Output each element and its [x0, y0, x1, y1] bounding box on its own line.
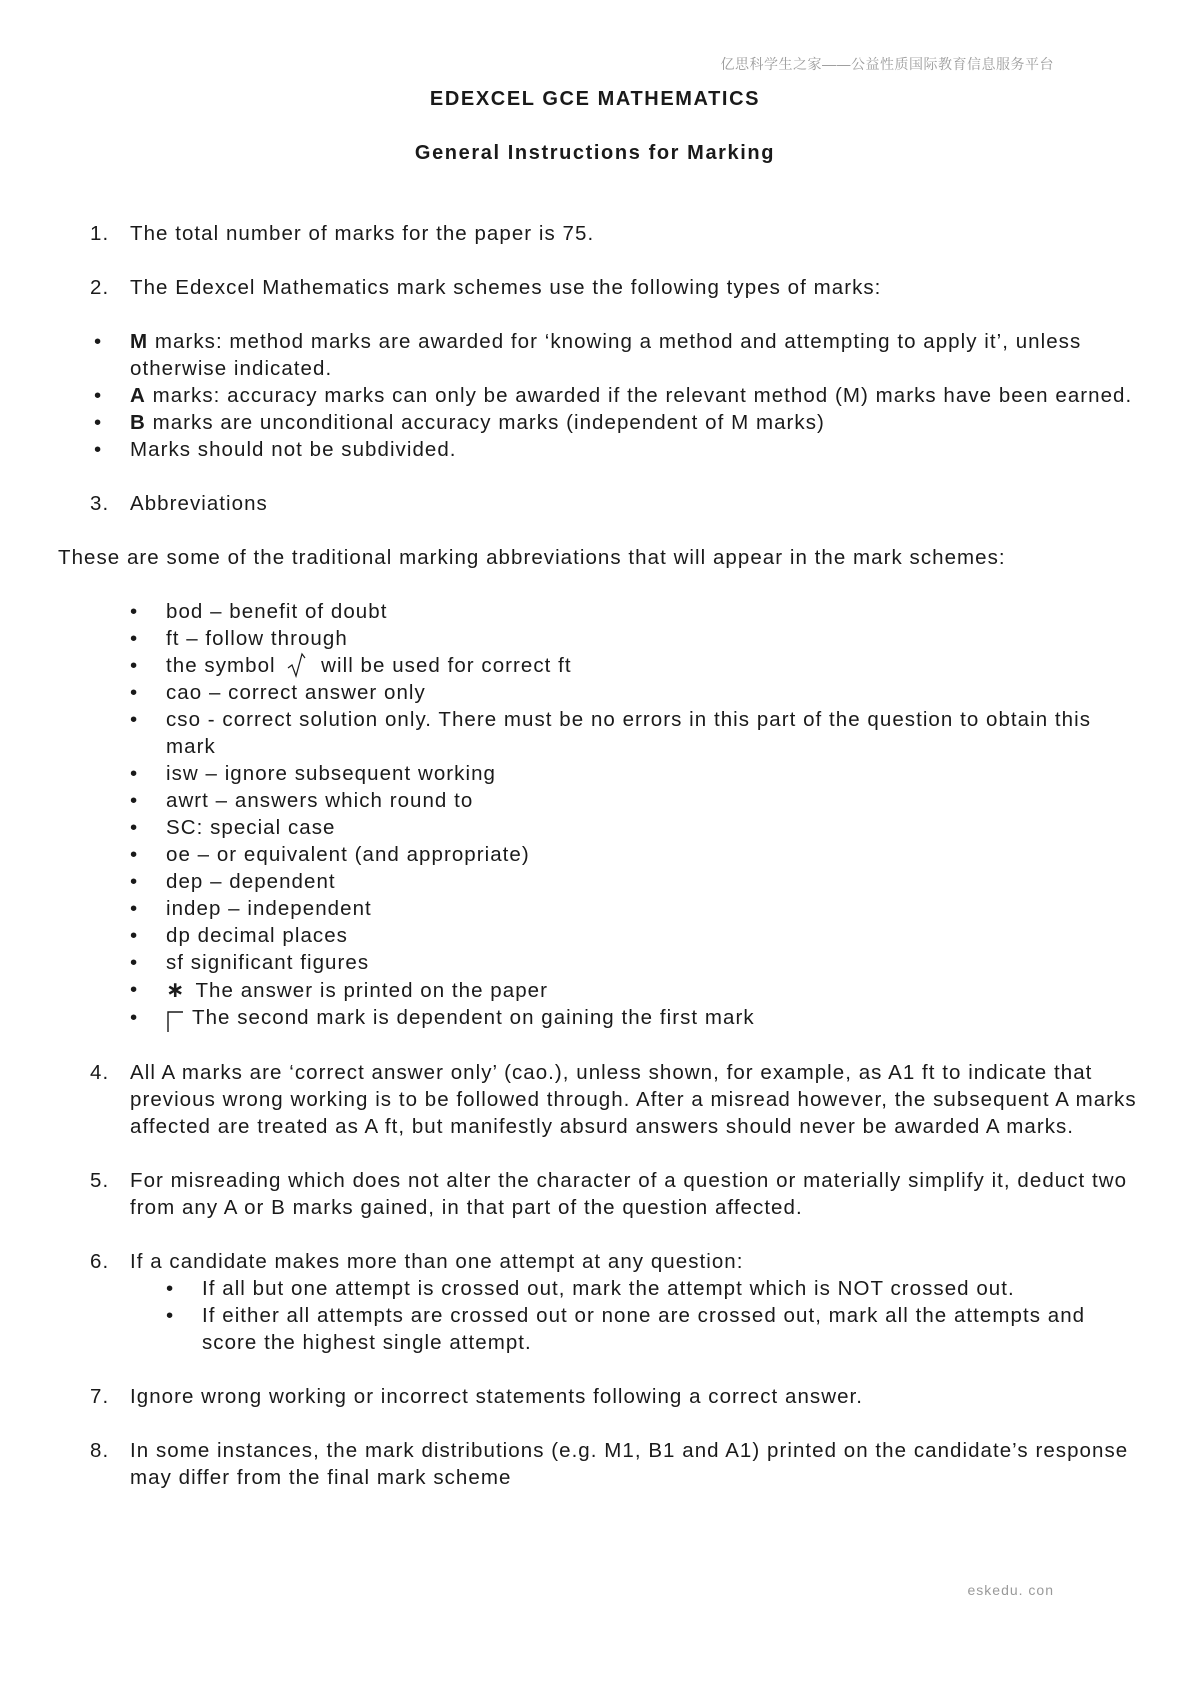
instruction-number: 7. [90, 1385, 110, 1408]
instruction-text: In some instances, the mark distributions (e.g. M1, B1 and A1) printed on the candidate’s response may differ from the final mark scheme [130, 1439, 1129, 1489]
page-subtitle: General Instructions for Marking [414, 142, 776, 164]
list-item: • isw – ignore subsequent working [58, 760, 1138, 787]
list-item: • awrt – answers which round to [58, 787, 1138, 814]
instruction-text: The total number of marks for the paper is 75. [130, 222, 595, 245]
list-item: • A marks: accuracy marks can only be awarded if the relevant method (M) marks have been earned. [58, 382, 1138, 409]
list-item: • M marks: method marks are awarded for ‘knowing a method and attempting to apply it’, unless otherwise indicated. [58, 328, 1138, 382]
list-item: • oe – or equivalent (and appropriate) [58, 841, 1138, 868]
instruction-number: 8. [90, 1439, 110, 1462]
abbreviations-intro: These are some of the traditional marking abbreviations that will appear in the mark schemes: [58, 546, 1006, 569]
instruction-4 [58, 1059, 1138, 1140]
dependency-bracket-icon [166, 1006, 184, 1032]
instruction-5 [58, 1167, 1138, 1221]
list-item: • dep – dependent [58, 868, 1138, 895]
list-item: • sf significant figures [58, 949, 1138, 976]
list-item: • Marks should not be subdivided. [58, 436, 1138, 463]
instruction-number: 6. [90, 1250, 110, 1273]
list-item: • dp decimal places [58, 922, 1138, 949]
instruction-3 [58, 490, 1138, 517]
instruction-number: 3. [90, 492, 110, 515]
instruction-number: 4. [90, 1061, 110, 1084]
list-item: • If all but one attempt is crossed out, mark the attempt which is NOT crossed out. [58, 1275, 1138, 1302]
abbreviations-list [58, 598, 1138, 1032]
watermark: 亿思科学生之家——公益性质国际教育信息服务平台 [720, 56, 1054, 72]
instruction-number: 5. [90, 1169, 110, 1192]
instruction-7 [58, 1383, 1138, 1410]
list-item: • If either all attempts are crossed out or none are crossed out, mark all the attempts and score the highest single attempt. [58, 1302, 1138, 1356]
attempts-list [58, 1275, 1138, 1356]
list-item: • the symbol will be used for correct ft [58, 652, 1138, 679]
instruction-text: Abbreviations [130, 492, 268, 515]
instruction-6 [58, 1248, 1138, 1275]
instruction-text: The Edexcel Mathematics mark schemes use the following types of marks: [130, 276, 882, 299]
list-item: • cao – correct answer only [58, 679, 1138, 706]
instruction-number: 2. [90, 276, 110, 299]
instructions-body [58, 220, 1138, 1518]
asterisk-icon: ∗ [166, 977, 186, 1002]
list-item: • bod – benefit of doubt [58, 598, 1138, 625]
page-title: EDEXCEL GCE MATHEMATICS [429, 88, 761, 110]
list-item: • SC: special case [58, 814, 1138, 841]
instruction-text: For misreading which does not alter the character of a question or materially simplify it, deduct two from any A or B marks gained, in that part of the question affected. [130, 1169, 1128, 1219]
instruction-text: Ignore wrong working or incorrect statements following a correct answer. [130, 1385, 864, 1408]
instruction-2 [58, 274, 1138, 301]
footer-url: eskedu. con [967, 1582, 1054, 1598]
instruction-text: If a candidate makes more than one attempt at any question: [130, 1250, 744, 1273]
list-item: • The second mark is dependent on gaining the first mark [58, 1004, 1138, 1032]
instruction-text: All A marks are ‘correct answer only’ (cao.), unless shown, for example, as A1 ft to indicate that previous wrong working is to be followed through. After a misread however, the subsequent A marks affected are treated as A ft, but manifestly absurd answers should never be awarded A marks. [130, 1061, 1137, 1138]
instruction-1 [58, 220, 1138, 247]
instruction-number: 1. [90, 222, 110, 245]
mark-types-list [58, 328, 1138, 463]
check-root-icon [286, 652, 308, 678]
list-item: • cso - correct solution only. There must be no errors in this part of the question to obtain this mark [58, 706, 1138, 760]
list-item: • ft – follow through [58, 625, 1138, 652]
list-item: • ∗ The answer is printed on the paper [58, 976, 1138, 1004]
instruction-8 [58, 1437, 1138, 1491]
list-item: • indep – independent [58, 895, 1138, 922]
list-item: • B marks are unconditional accuracy marks (independent of M marks) [58, 409, 1138, 436]
